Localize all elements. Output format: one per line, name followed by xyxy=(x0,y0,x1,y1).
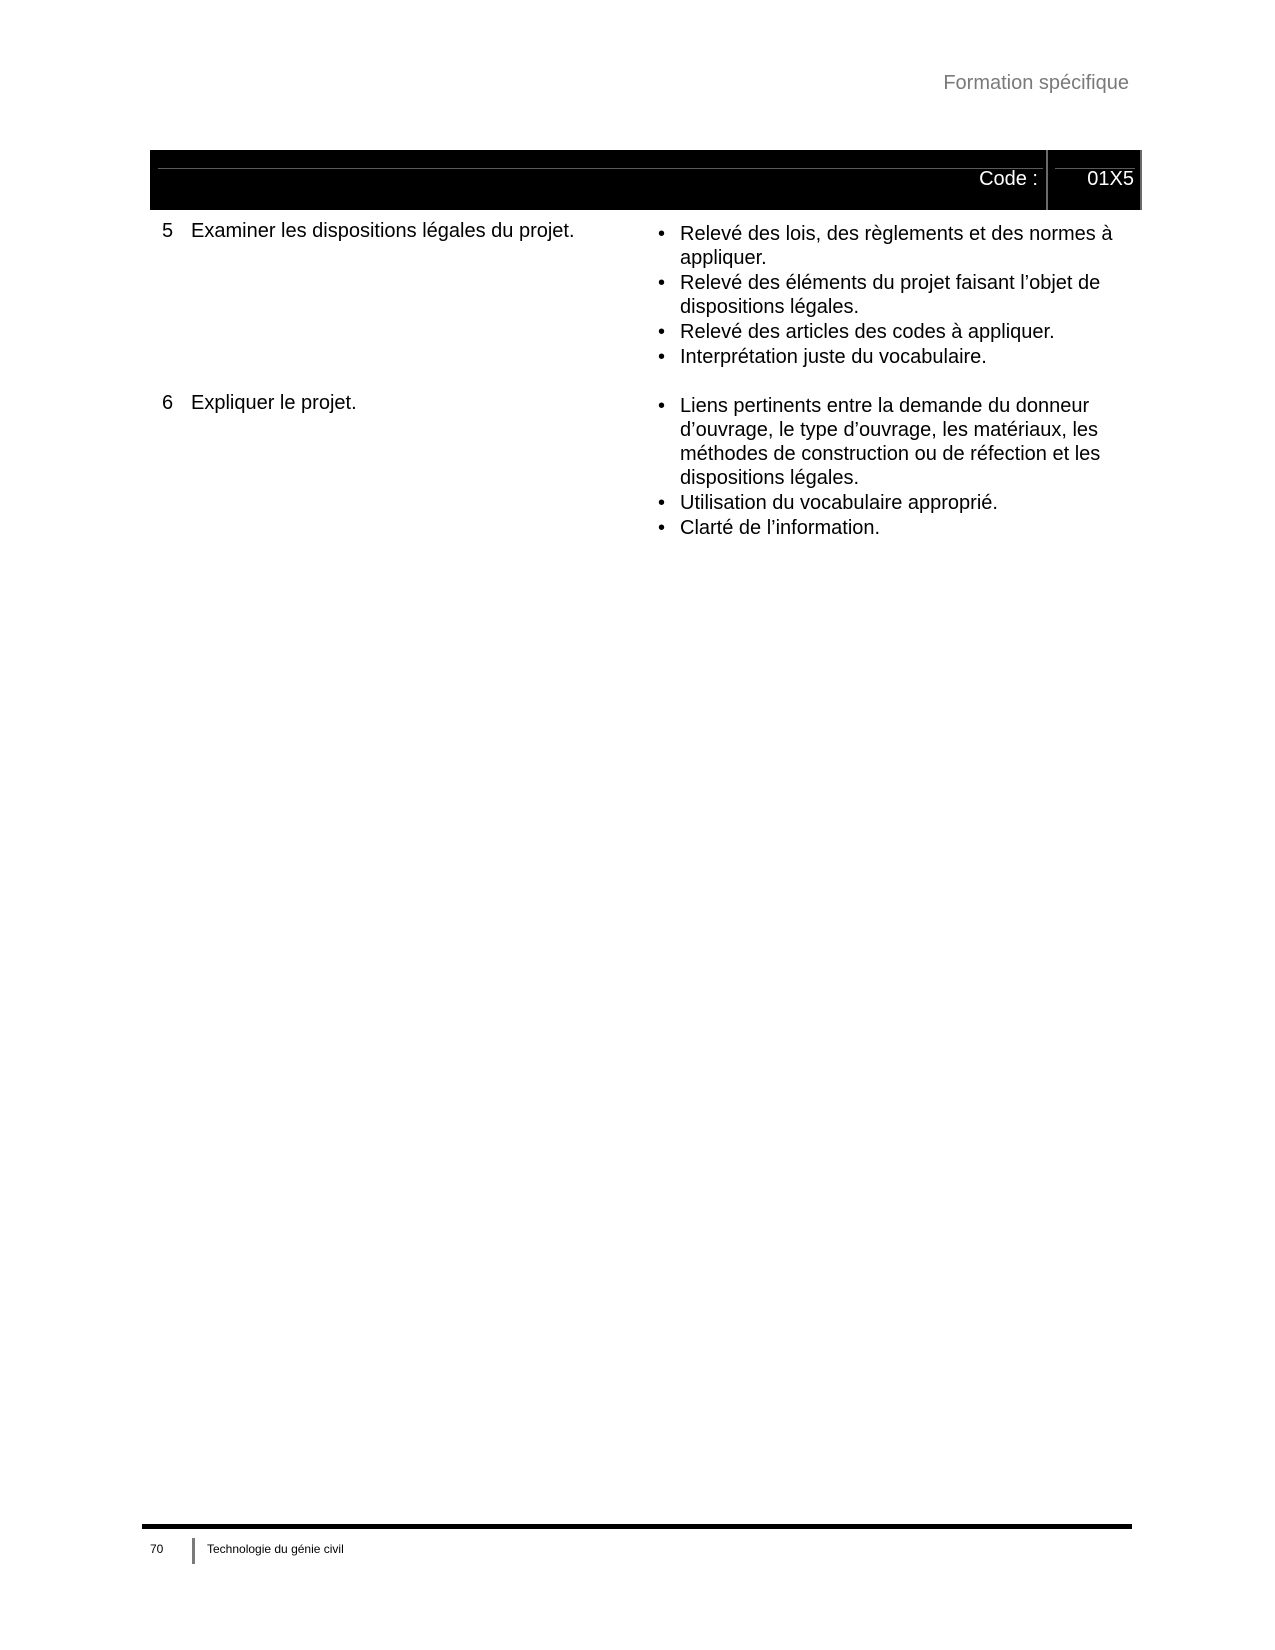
list-item xyxy=(650,320,1130,344)
code-value: 01X5 xyxy=(1087,168,1134,190)
bullet-icon: • xyxy=(658,492,666,514)
criterion-text: Clarté de l’information. xyxy=(680,517,881,539)
criterion-text: Relevé des éléments du projet faisant l’objet de dispositions légales. xyxy=(680,272,1101,318)
list-item xyxy=(650,394,1130,490)
bullet-icon: • xyxy=(658,272,666,294)
list-item xyxy=(650,516,1130,540)
section-title: Formation spécifique xyxy=(943,72,1129,94)
step-number: 5 xyxy=(162,220,174,242)
bullet-icon: • xyxy=(658,346,666,368)
criterion-text: Relevé des articles des codes à appliquer. xyxy=(680,321,1055,343)
bullet-icon: • xyxy=(658,517,666,539)
code-bar-rule xyxy=(158,168,1043,169)
page-number: 70 xyxy=(150,1542,164,1556)
code-bar-edge xyxy=(1140,150,1142,210)
code-bar xyxy=(150,150,1142,210)
footer-divider xyxy=(192,1538,195,1564)
code-label: Code : xyxy=(979,168,1038,190)
list-item xyxy=(650,222,1130,270)
step-text: Examiner les dispositions légales du projet. xyxy=(191,220,575,242)
step-number: 6 xyxy=(162,392,174,414)
criterion-text: Liens pertinents entre la demande du donneur d’ouvrage, le type d’ouvrage, les matériaux, les méthodes de construction ou de réfection et les dispositions légales. xyxy=(680,395,1101,489)
code-bar-separator xyxy=(1046,150,1048,210)
list-item xyxy=(650,345,1130,369)
bullet-icon: • xyxy=(658,223,666,245)
list-item xyxy=(650,491,1130,515)
bullet-icon: • xyxy=(658,395,666,417)
criteria-list xyxy=(650,394,1130,541)
criterion-text: Interprétation juste du vocabulaire. xyxy=(680,346,987,368)
criteria-list xyxy=(650,222,1130,370)
criterion-text: Relevé des lois, des règlements et des normes à appliquer. xyxy=(680,223,1113,269)
footer-rule xyxy=(142,1524,1132,1529)
list-item xyxy=(650,271,1130,319)
bullet-icon: • xyxy=(658,321,666,343)
step-text: Expliquer le projet. xyxy=(191,392,357,414)
footer-title: Technologie du génie civil xyxy=(207,1542,344,1556)
criterion-text: Utilisation du vocabulaire approprié. xyxy=(680,492,998,514)
